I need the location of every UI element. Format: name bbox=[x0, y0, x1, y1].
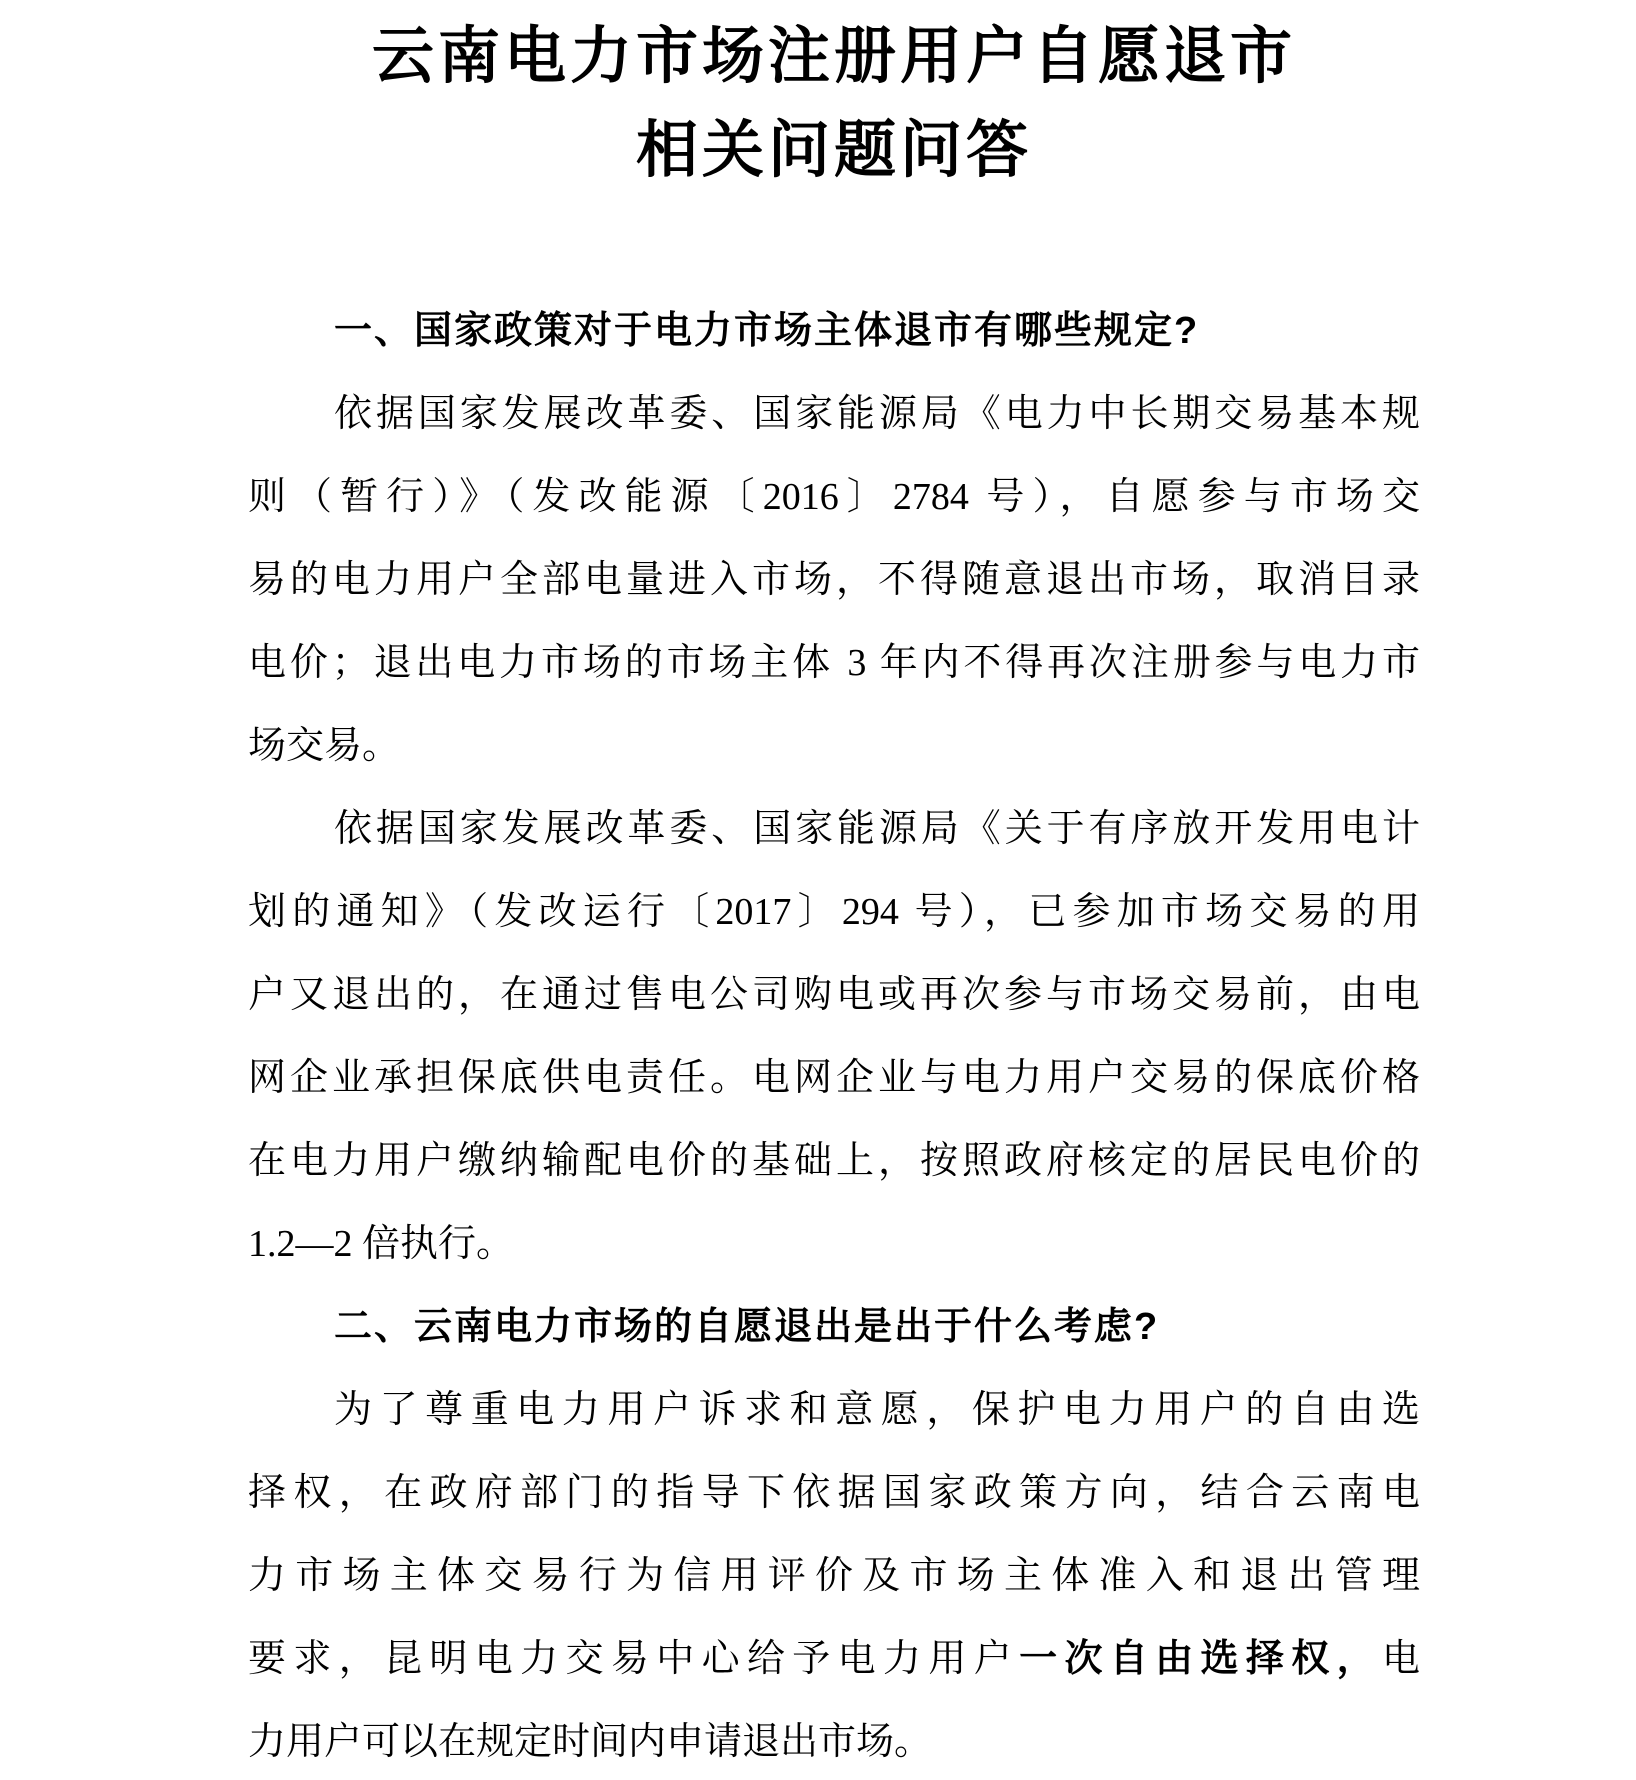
text-run: 则（暂行）》（发改能源〔2016〕2784 号），自愿参与市场交 bbox=[248, 476, 1420, 518]
text-run: 为了尊重电力用户诉求和意愿，保护电力用户的自由选 bbox=[334, 1389, 1420, 1431]
text-run: 电价；退出电力市场的市场主体 3 年内不得再次注册参与电力市 bbox=[248, 642, 1420, 684]
text-run: 场交易。 bbox=[248, 725, 401, 767]
text-run: 户又退出的，在通过售电公司购电或再次参与市场交易前，由电 bbox=[248, 974, 1420, 1016]
section-heading bbox=[248, 290, 1420, 373]
document-line bbox=[248, 373, 1420, 456]
document-line bbox=[248, 622, 1420, 705]
bold-text-run: 一、国家政策对于电力市场主体退市有哪些规定? bbox=[334, 310, 1200, 352]
text-run: 择权，在政府部门的指导下依据国家政策方向，结合云南电 bbox=[248, 1472, 1420, 1514]
document-body bbox=[248, 290, 1420, 1780]
text-run: 在电力用户缴纳输配电价的基础上，按照政府核定的居民电价的 bbox=[248, 1140, 1420, 1182]
text-run: 要求，昆明电力交易中心给予电力用户 bbox=[248, 1638, 1020, 1680]
text-run: 依据国家发展改革委、国家能源局《电力中长期交易基本规 bbox=[334, 393, 1420, 435]
document-line bbox=[248, 1618, 1420, 1701]
document-line bbox=[248, 1203, 1420, 1286]
document-title-line-2: 相关问题问答 bbox=[635, 117, 1032, 185]
document-title-line-1: 云南电力市场注册用户自愿退市 bbox=[371, 23, 1296, 91]
bold-text-run: 一次自由选择权， bbox=[1019, 1638, 1382, 1680]
text-run: 力市场主体交易行为信用评价及市场主体准入和退出管理 bbox=[248, 1555, 1420, 1597]
text-run: 力用户可以在规定时间内申请退出市场。 bbox=[248, 1721, 933, 1763]
text-run: 划的通知》（发改运行〔2017〕294 号），已参加市场交易的用 bbox=[248, 891, 1420, 933]
document-title bbox=[248, 10, 1420, 198]
text-run: 依据国家发展改革委、国家能源局《关于有序放开发用电计 bbox=[334, 808, 1420, 850]
document-line bbox=[248, 1452, 1420, 1535]
text-run: 网企业承担保底供电责任。电网企业与电力用户交易的保底价格 bbox=[248, 1057, 1420, 1099]
text-run: 易的电力用户全部电量进入市场，不得随意退出市场，取消目录 bbox=[248, 559, 1420, 601]
bold-text-run: 二、云南电力市场的自愿退出是出于什么考虑? bbox=[334, 1306, 1160, 1348]
document-line bbox=[248, 1701, 1420, 1780]
document-line bbox=[248, 788, 1420, 871]
document-line bbox=[248, 1535, 1420, 1618]
section-heading bbox=[248, 1286, 1420, 1369]
document-line bbox=[248, 705, 1420, 788]
text-run: 电 bbox=[1381, 1638, 1420, 1680]
document-line bbox=[248, 539, 1420, 622]
document-line bbox=[248, 456, 1420, 539]
document-line bbox=[248, 871, 1420, 954]
document-line bbox=[248, 1369, 1420, 1452]
document-line bbox=[248, 1120, 1420, 1203]
document-line bbox=[248, 1037, 1420, 1120]
document-line bbox=[248, 954, 1420, 1037]
text-run: 1.2—2 倍执行。 bbox=[248, 1223, 515, 1265]
